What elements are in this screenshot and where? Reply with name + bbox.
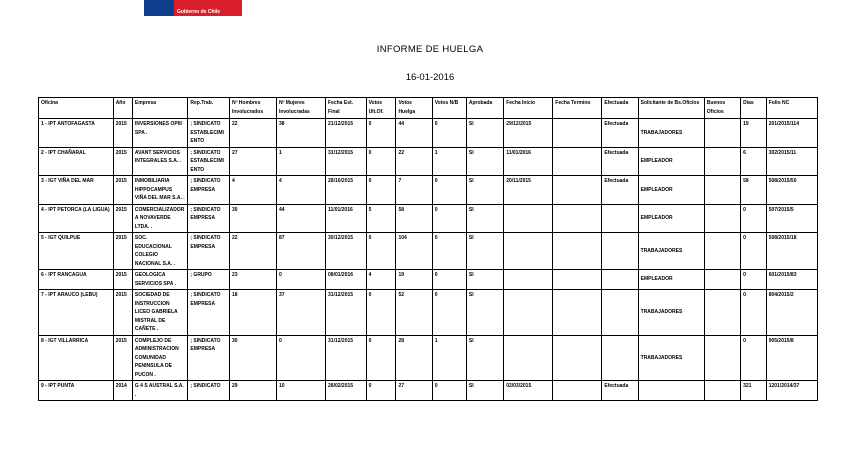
table-cell [638, 381, 704, 401]
table-cell [602, 204, 638, 233]
table-cell: 5 - IGT QUILPUE [39, 233, 114, 270]
column-header: Fecha Inicio [504, 98, 553, 119]
table-cell [553, 147, 602, 176]
table-row [39, 119, 818, 148]
table-cell: 0 [741, 204, 767, 233]
column-header: Rep.Trab. [188, 98, 230, 119]
report-date: 16-01-2016 [405, 72, 455, 83]
table-cell: 37 [276, 290, 325, 336]
table-cell: ; SINDICATO EMPRESA [188, 204, 230, 233]
column-header: Nº Mujeres Involucradas [276, 98, 325, 119]
logo-blue-block [144, 0, 174, 16]
table-cell: 601/2015/83 [766, 270, 817, 290]
table-cell: Efectuada [602, 147, 638, 176]
table-cell: 3 - IGT VIÑA DEL MAR [39, 176, 114, 205]
table-cell [704, 270, 740, 290]
table-cell: 508/2015/18 [766, 233, 817, 270]
table-cell: SI [466, 290, 503, 336]
table-cell: ; SINDICATO EMPRESA [188, 290, 230, 336]
table-cell: 104 [396, 233, 432, 270]
table-cell: 1 [432, 335, 466, 381]
table-cell: SI [466, 233, 503, 270]
table-cell: 0 [432, 233, 466, 270]
table-cell: SI [466, 204, 503, 233]
table-cell: COMPLEJO DE ADMINISTRACION COMUNIDAD PENINSULA DE PUCON . [132, 335, 187, 381]
table-cell [602, 233, 638, 270]
table-cell: 2014 [113, 381, 132, 401]
table-cell [553, 381, 602, 401]
table-cell: 19 [741, 119, 767, 148]
table-cell: 2015 [113, 147, 132, 176]
table-row [39, 176, 818, 205]
table-cell [553, 270, 602, 290]
table-cell: 2015 [113, 119, 132, 148]
table-cell: 2015 [113, 204, 132, 233]
table-cell: ; GRUPO [188, 270, 230, 290]
column-header: Votos Ult.Of. [366, 98, 396, 119]
column-header: Buenos Oficios [704, 98, 740, 119]
table-cell: 7 [396, 176, 432, 205]
table-cell: 44 [396, 119, 432, 148]
table-row [39, 270, 818, 290]
table-cell: Efectuada [602, 119, 638, 148]
table-cell: 6 [741, 147, 767, 176]
table-cell: 507/2015/5 [766, 204, 817, 233]
column-header: Nº Hombres Involucrados [229, 98, 276, 119]
table-cell: 905/2015/8 [766, 335, 817, 381]
table-cell: 0 [432, 119, 466, 148]
table-cell: 19 [396, 270, 432, 290]
table-cell: 1 - IPT ANTOFAGASTA [39, 119, 114, 148]
column-header: Aprobada [466, 98, 503, 119]
table-cell: SOC. EDUCACIONAL COLEGIO NACIONAL S.A. . [132, 233, 187, 270]
table-cell: INVERSIONES OPIII SPA . [132, 119, 187, 148]
table-cell: 22 [396, 147, 432, 176]
table-cell: Efectuada [602, 176, 638, 205]
table-cell: 11/01/2016 [326, 204, 367, 233]
table-cell: 4 [276, 176, 325, 205]
table-cell: 22 [229, 233, 276, 270]
table-cell: Efectuada [602, 381, 638, 401]
table-cell [553, 119, 602, 148]
table-row [39, 204, 818, 233]
table-cell: 2 - IPT CHAÑARAL [39, 147, 114, 176]
government-logo [144, 0, 242, 16]
table-cell: TRABAJADORES [638, 119, 704, 148]
column-header: Fecha Est. Final [326, 98, 367, 119]
table-cell: 1 [432, 147, 466, 176]
logo-red-block [174, 0, 242, 16]
table-cell: 0 [276, 270, 325, 290]
table-cell [704, 204, 740, 233]
table-cell: 2015 [113, 176, 132, 205]
table-cell: 804/2015/2 [766, 290, 817, 336]
table-cell [602, 290, 638, 336]
table-cell: 0 [366, 147, 396, 176]
table-cell [704, 176, 740, 205]
table-cell: 30 [229, 204, 276, 233]
table-cell [602, 270, 638, 290]
table-cell [602, 335, 638, 381]
table-cell: EMPLEADOR [638, 176, 704, 205]
table-cell [504, 290, 553, 336]
table-cell: 6 - IPT RANCAGUA [39, 270, 114, 290]
table-cell: 20/11/2015 [504, 176, 553, 205]
table-row [39, 381, 818, 401]
table-cell: 0 [741, 335, 767, 381]
table-cell: 0 [432, 290, 466, 336]
table-cell: 23 [229, 270, 276, 290]
table-cell: 4 - IPT PETORCA (LA LIGUA) [39, 204, 114, 233]
table-cell: 2015 [113, 290, 132, 336]
column-header: Folio NC [766, 98, 817, 119]
table-cell: 31/12/2015 [326, 335, 367, 381]
table-cell [553, 204, 602, 233]
table-cell [504, 335, 553, 381]
table-cell: 0 [432, 381, 466, 401]
table-cell: 8 - IGT VILLARRICA [39, 335, 114, 381]
table-cell: ; SINDICATO EMPRESA [188, 176, 230, 205]
table-cell [553, 176, 602, 205]
table-cell: 302/2015/11 [766, 147, 817, 176]
table-cell [704, 147, 740, 176]
table-cell: 28 [396, 335, 432, 381]
table-cell: 7 - IPT ARAUCO (LEBU) [39, 290, 114, 336]
table-cell: 9 - IPT PUNTA [39, 381, 114, 401]
table-cell: 4 [229, 176, 276, 205]
table-cell: 0 [276, 335, 325, 381]
table-cell: 27 [229, 147, 276, 176]
table-cell: 508/2015/50 [766, 176, 817, 205]
table-cell: SI [466, 381, 503, 401]
table-cell: 0 [366, 381, 396, 401]
table-cell: 0 [366, 233, 396, 270]
table-cell: TRABAJADORES [638, 335, 704, 381]
table-cell [704, 233, 740, 270]
table-cell: 2015 [113, 270, 132, 290]
table-cell: AVANT SERVICIOS INTEGRALES S.A. . [132, 147, 187, 176]
table-cell: 0 [741, 290, 767, 336]
table-cell: 0 [366, 290, 396, 336]
table-cell: 52 [396, 290, 432, 336]
table-cell: 31/12/2015 [326, 290, 367, 336]
table-cell: 0 [741, 270, 767, 290]
table-cell: EMPLEADOR [638, 270, 704, 290]
table-cell: ; SINDICATO [188, 381, 230, 401]
column-header: Año [113, 98, 132, 119]
table-cell [553, 290, 602, 336]
table-cell: 0 [741, 233, 767, 270]
column-header: Votos N/B [432, 98, 466, 119]
table-cell: 0 [432, 176, 466, 205]
table-cell: SI [466, 119, 503, 148]
table-cell: 0 [432, 270, 466, 290]
table-cell: SOCIEDAD DE INSTRUCCION LICEO GABRIELA MISTRAL DE CAÑETE . [132, 290, 187, 336]
table-cell: 29/12/2015 [504, 119, 553, 148]
table-cell: 28/02/2015 [326, 381, 367, 401]
table-cell: SI [466, 335, 503, 381]
table-cell: 08/01/2016 [326, 270, 367, 290]
table-cell: INMOBILIARIA HIPPOCAMPUS VIÑA DEL MAR S.A. . [132, 176, 187, 205]
table-cell: 2015 [113, 233, 132, 270]
column-header: Votos Huelga [396, 98, 432, 119]
table-cell: ; SINDICATO EMPRESA [188, 233, 230, 270]
table-cell: G 4 S AUSTRAL S.A. . [132, 381, 187, 401]
table-cell: EMPLEADOR [638, 204, 704, 233]
table-row [39, 233, 818, 270]
table-cell: 5 [366, 204, 396, 233]
table-row [39, 290, 818, 336]
table-cell: 87 [276, 233, 325, 270]
table-cell: 18 [229, 290, 276, 336]
table-cell: TRABAJADORES [638, 233, 704, 270]
table-cell: 11/01/2016 [504, 147, 553, 176]
table-cell: SI [466, 270, 503, 290]
table-cell [504, 204, 553, 233]
table-cell: TRABAJADORES [638, 290, 704, 336]
column-header: Oficina [39, 98, 114, 119]
logo-text: Gobierno de Chile [177, 9, 221, 15]
table-cell: 0 [432, 204, 466, 233]
table-cell [704, 290, 740, 336]
table-cell: EMPLEADOR [638, 147, 704, 176]
table-cell: 4 [366, 270, 396, 290]
table-cell: 58 [396, 204, 432, 233]
table-cell: SI [466, 176, 503, 205]
table-cell: 30 [229, 335, 276, 381]
table-cell: 30/12/2015 [326, 233, 367, 270]
table-cell: 10 [276, 381, 325, 401]
table-cell: 321 [741, 381, 767, 401]
table-cell [553, 335, 602, 381]
table-cell: 201/2015/114 [766, 119, 817, 148]
table-cell: ; SINDICATO ESTABLECIMIENTO [188, 119, 230, 148]
table-cell [504, 233, 553, 270]
strike-report-table [38, 97, 818, 401]
table-cell: ; SINDICATO EMPRESA [188, 335, 230, 381]
table-cell: 21/12/2015 [326, 119, 367, 148]
table-cell [704, 335, 740, 381]
table-cell [704, 119, 740, 148]
table-cell: 38 [276, 119, 325, 148]
table-header-row [39, 98, 818, 119]
table-cell [504, 270, 553, 290]
table-cell: ; SINDICATO ESTABLECIMIENTO [188, 147, 230, 176]
table-cell [704, 381, 740, 401]
column-header: Días [741, 98, 767, 119]
column-header: Empresa [132, 98, 187, 119]
table-row [39, 335, 818, 381]
table-cell: 1 [276, 147, 325, 176]
column-header: Fecha Termino [553, 98, 602, 119]
table-cell: 29 [229, 381, 276, 401]
table-cell: 0 [366, 335, 396, 381]
table-cell: 44 [276, 204, 325, 233]
table-cell: 1201/2014/37 [766, 381, 817, 401]
table-cell: 58 [741, 176, 767, 205]
table-row [39, 147, 818, 176]
table-cell: 0 [366, 119, 396, 148]
table-cell: 2015 [113, 335, 132, 381]
table-cell: 27 [396, 381, 432, 401]
table-cell: SI [466, 147, 503, 176]
column-header: Efectuada [602, 98, 638, 119]
table-cell: 28/10/2015 [326, 176, 367, 205]
table-cell [553, 233, 602, 270]
table-cell: COMERCIALIZADORA NOVAVERDE LTDA. . [132, 204, 187, 233]
table-cell: 22 [229, 119, 276, 148]
table-cell: 02/03/2015 [504, 381, 553, 401]
table-cell: 31/12/2015 [326, 147, 367, 176]
column-header: Solicitante de Bs.Oficios [638, 98, 704, 119]
report-title: INFORME DE HUELGA [376, 44, 484, 55]
table-cell: GEOLOGICA SERVICIOS SPA . [132, 270, 187, 290]
table-cell: 0 [366, 176, 396, 205]
